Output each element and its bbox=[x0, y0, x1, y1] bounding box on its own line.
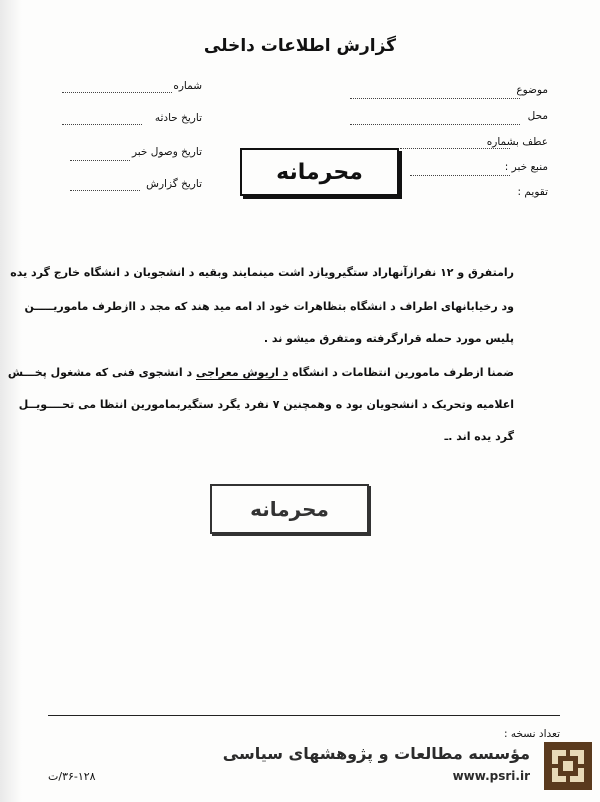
body-line-6: گرد یده اند .ـ bbox=[444, 430, 514, 443]
field-subject-line bbox=[350, 98, 520, 99]
body-line-4 bbox=[7, 366, 514, 379]
institute-logo-icon bbox=[544, 742, 592, 790]
field-reference: عطف بشماره bbox=[486, 136, 548, 148]
field-location-line bbox=[350, 124, 520, 125]
body-line-1: رامتفرق و ۱۲ نفرازآنهاراد ستگیرویازد اشت مینمایند وبقیه د انشجویان د انشگاه خارج گرد یده bbox=[10, 266, 514, 279]
field-evaluation: تقویم : bbox=[517, 186, 548, 198]
field-number-line bbox=[62, 92, 172, 93]
institute-url: www.psri.ir bbox=[452, 769, 530, 783]
institute-name: مؤسسه مطالعات و پژوهشهای سیاسی bbox=[222, 744, 530, 763]
body-line-3: پلیس مورد حمله قرارگرفته ومتفرق میشو ند . bbox=[263, 332, 514, 345]
body-line-5: اعلامیه وتحریک د انشجویان بود ه وهمچنین ۷ نفرد یگرد ستگیربمامورین انتظا می تحــــویــل bbox=[18, 398, 514, 411]
field-receipt-date: تاریخ وصول خبر bbox=[131, 146, 202, 158]
institute-watermark bbox=[222, 742, 592, 792]
footer-rule bbox=[48, 715, 560, 716]
field-source-line bbox=[410, 175, 510, 176]
field-receipt-date-line bbox=[70, 160, 130, 161]
confidential-stamp-bottom: محرمانه bbox=[210, 484, 369, 534]
underlined-student-name: د اریوش معراجی bbox=[195, 366, 289, 379]
body-line-2: ود رخیابانهای اطراف د انشگاه بتظاهرات خود اد امه مید هند که مجد د اازطرف ماموریـــــن bbox=[24, 300, 514, 313]
field-incident-date-line bbox=[62, 124, 142, 125]
copies-label: تعداد نسخه : bbox=[503, 728, 560, 740]
field-reference-line bbox=[400, 148, 510, 149]
document-number: ۳۶-۱۲۸/ت bbox=[48, 770, 96, 783]
field-report-date-line bbox=[70, 190, 140, 191]
field-number: شماره bbox=[173, 80, 202, 92]
body-line-4-start: ضمنا ازطرف مامورین انتظامات د انشگاه bbox=[292, 366, 514, 379]
field-source: منبع خبر : bbox=[504, 161, 548, 173]
body-line-4-end: د انشجوی فنی که مشغول پخـــش bbox=[7, 366, 193, 379]
field-location: محل bbox=[527, 110, 548, 122]
field-report-date: تاریخ گزارش bbox=[146, 178, 202, 190]
field-incident-date: تاریخ حادثه bbox=[154, 112, 202, 124]
field-subject: موضوع bbox=[516, 84, 548, 96]
report-title: گزارش اطلاعات داخلی bbox=[203, 36, 397, 56]
confidential-stamp-top: محرمانه bbox=[240, 148, 399, 196]
